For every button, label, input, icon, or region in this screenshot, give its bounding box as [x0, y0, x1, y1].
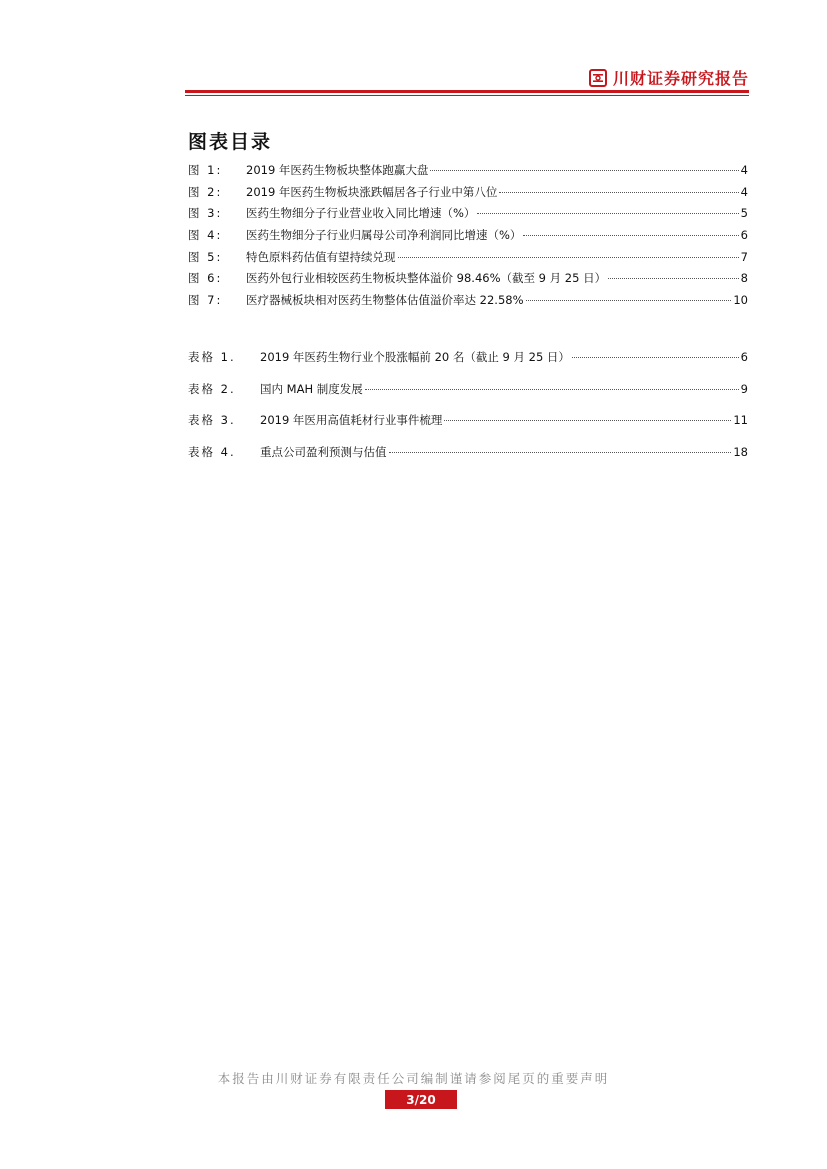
brand-name: 川财证券研究报告: [612, 69, 749, 88]
figure-toc-list: [188, 160, 748, 312]
dot-leader: [499, 192, 738, 193]
header-brand: [589, 66, 749, 89]
figure-label: 图 3:: [188, 206, 223, 221]
table-label: 表格 4.: [188, 444, 236, 459]
dot-leader: [477, 213, 738, 214]
page-number: 18: [733, 444, 748, 459]
page-number: 11: [733, 413, 748, 427]
toc-entry-table-1[interactable]: [188, 342, 748, 374]
page-number: 6: [740, 350, 748, 364]
dot-leader: [572, 357, 739, 358]
toc-entry-figure-1[interactable]: [188, 160, 748, 182]
page-number: 4: [740, 163, 748, 177]
figure-title: 2019 年医药生物板块整体跑赢大盘: [246, 163, 429, 177]
figure-label: 图 6:: [188, 271, 223, 286]
dot-leader: [430, 170, 738, 171]
toc-entry-figure-3[interactable]: [188, 203, 748, 225]
header-divider-thin: [185, 95, 749, 96]
page-number: 9: [740, 381, 748, 396]
chuancai-logo-icon: [589, 69, 607, 87]
toc-entry-figure-7[interactable]: [188, 290, 748, 312]
toc-entry-figure-5[interactable]: [188, 247, 748, 269]
page-number: 10: [733, 293, 748, 308]
toc-entry-table-2[interactable]: [188, 374, 748, 406]
dot-leader: [389, 452, 732, 453]
toc-entry-figure-4[interactable]: [188, 225, 748, 247]
page-number: 4: [740, 184, 748, 199]
table-title: 重点公司盈利预测与估值: [260, 444, 387, 459]
toc-entry-table-4[interactable]: [188, 437, 748, 469]
toc-title: 图表目录: [188, 131, 273, 153]
figure-label: 图 7:: [188, 293, 223, 308]
figure-label: 图 4:: [188, 228, 223, 243]
dot-leader: [523, 235, 738, 236]
page-number: 5: [740, 206, 748, 221]
header-divider: [185, 90, 749, 93]
table-title: 2019 年医用高值耗材行业事件梳理: [260, 413, 443, 427]
table-toc-list: [188, 342, 748, 468]
page-number: 6: [740, 228, 748, 243]
page-number: 8: [740, 271, 748, 286]
figure-title: 医药生物细分子行业归属母公司净利润同比增速（%）: [246, 228, 522, 243]
page-indicator: 3/20: [385, 1090, 457, 1109]
figure-title: 2019 年医药生物板块涨跌幅居各子行业中第八位: [246, 184, 498, 199]
table-label: 表格 2.: [188, 381, 236, 396]
toc-entry-figure-6[interactable]: [188, 268, 748, 290]
table-label: 表格 3.: [188, 413, 236, 427]
table-title: 2019 年医药生物行业个股涨幅前 20 名（截止 9 月 25 日）: [260, 350, 570, 364]
figure-title: 特色原料药估值有望持续兑现: [246, 249, 396, 264]
page-number: 7: [740, 249, 748, 264]
figure-label: 图 5:: [188, 249, 223, 264]
toc-entry-figure-2[interactable]: [188, 182, 748, 204]
dot-leader: [365, 389, 739, 390]
dot-leader: [398, 257, 739, 258]
table-label: 表格 1.: [188, 350, 236, 364]
dot-leader: [444, 420, 731, 421]
footer-disclaimer: 本报告由川财证券有限责任公司编制谨请参阅尾页的重要声明: [217, 1071, 610, 1086]
figure-label: 图 2:: [188, 184, 223, 199]
figure-title: 医药生物细分子行业营业收入同比增速（%）: [246, 206, 476, 221]
dot-leader: [608, 278, 739, 279]
dot-leader: [526, 300, 732, 301]
figure-title: 医疗器械板块相对医药生物整体估值溢价率达 22.58%: [246, 293, 524, 308]
toc-entry-table-3[interactable]: [188, 405, 748, 437]
figure-title: 医药外包行业相较医药生物板块整体溢价 98.46%（截至 9 月 25 日）: [246, 271, 607, 286]
figure-label: 图 1:: [188, 163, 223, 177]
table-title: 国内 MAH 制度发展: [260, 381, 363, 396]
